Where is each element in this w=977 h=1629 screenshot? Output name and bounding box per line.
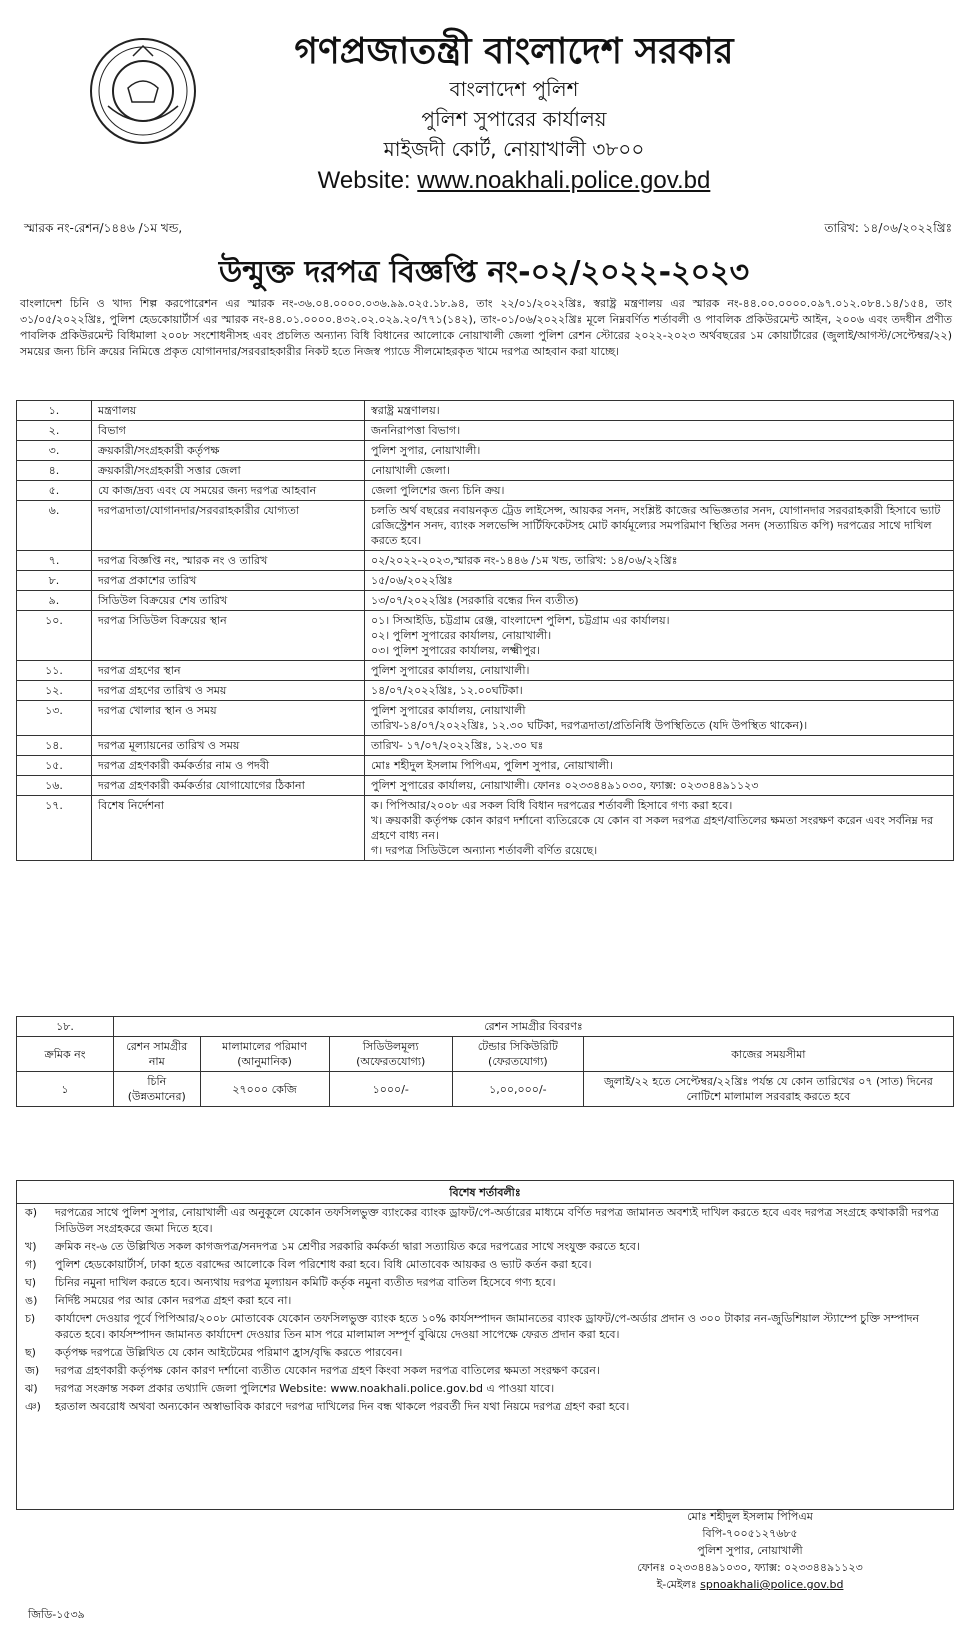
detail-label: দরপত্র সিডিউল বিক্রয়ের স্থান [92,611,365,661]
ration-header-row [17,1037,954,1072]
department-name: বাংলাদেশ পুলিশ [449,77,579,101]
condition-text: ক্রমিক নং-৬ তে উল্লিখিত সকল কাগজপত্র/সনদপত্র ১ম শ্রেণীর সরকারি কর্মকর্তা দ্বারা সত্যায়িত করে দরপত্রের সাথে সংযুক্ত করতে হবে। [55,1240,640,1253]
condition-text: হরতাল অবরোধ অথবা অন্যকোন অস্বাভাবিক কারণে দরপত্র দাখিলের দিন বন্ধ থাকলে পরবর্তী দিন যথা নিয়মে দরপত্র গ্রহণ করা হবে। [55,1400,630,1413]
condition-text: চিনির নমুনা দাখিল করতে হবে। অন্যথায় দরপত্র মূল্যায়ন কমিটি কর্তৃক নমুনা ব্যতীত দরপত্র বাতিল হিসেবে গণ্য হবে। [55,1276,556,1289]
signatory-phone: ফোনঃ ০২৩৩৪৪৯১০৩০, ফ্যাক্স: ০২৩৩৪৪৯১১২৩ [637,1561,863,1574]
condition-key: ঞ) [25,1400,41,1413]
detail-no: ১৫. [17,756,92,776]
email-label: ই-মেইলঃ [656,1578,697,1591]
detail-row [17,551,954,571]
ration-header-cell: টেন্ডার সিকিউরিটি (ফেরতযোগ্য) [452,1037,583,1072]
ration-cell: জুলাই/২২ হতে সেপ্টেম্বর/২২খ্রিঃ পর্যন্ত যে কোন তারিখের ০৭ (সাত) দিনের নোটিশে মালামাল সরবরাহ করতে হবে [583,1072,953,1107]
detail-no: ৫. [17,481,92,501]
government-name: গণপ্রজাতন্ত্রী বাংলাদেশ সরকার [294,31,734,72]
detail-value: স্বরাষ্ট্র মন্ত্রণালয়। [365,401,954,421]
detail-value: ১৪/০৭/২০২২খ্রিঃ, ১২.০০ঘটিকা। [365,681,954,701]
conditions-heading: বিশেষ শর্তাবলীঃ [17,1183,953,1204]
detail-no: ১. [17,401,92,421]
ration-caption: রেশন সামগ্রীর বিবরণঃ [114,1017,954,1037]
detail-label: যে কাজ/দ্রব্য এবং যে সময়ের জন্য দরপত্র আহবান [92,481,365,501]
detail-label: দরপত্র প্রকাশের তারিখ [92,571,365,591]
signature-block [600,1508,900,1593]
detail-label: দরপত্র গ্রহণকারী কর্মকর্তার নাম ও পদবী [92,756,365,776]
detail-label: মন্ত্রণালয় [92,401,365,421]
signatory-name: মোঃ শহীদুল ইসলাম পিপিএম [687,1510,813,1523]
condition-item [17,1238,953,1256]
email-link[interactable]: spnoakhali@police.gov.bd [700,1578,844,1591]
detail-value: জেলা পুলিশের জন্য চিনি ক্রয়। [365,481,954,501]
detail-label: সিডিউল বিক্রয়ের শেষ তারিখ [92,591,365,611]
tender-details-body [17,401,954,861]
ration-header-cell: ক্রমিক নং [17,1037,114,1072]
ration-cell: ১০০০/- [329,1072,452,1107]
detail-value: পুলিশ সুপারের কার্যালয়, নোয়াখালী। [365,661,954,681]
detail-label: বিশেষ নির্দেশনা [92,796,365,861]
detail-value: ০২/২০২২-২০২৩,স্মারক নং-১৪৪৬ /১ম খন্ড, তারিখ: ১৪/০৬/২২খ্রিঃ [365,551,954,571]
detail-row [17,591,954,611]
detail-no: ৯. [17,591,92,611]
condition-key: ঙ) [25,1294,38,1307]
detail-value: ০১। সিআইডি, চট্টগ্রাম রেঞ্জ, বাংলাদেশ পুলিশ, চট্টগ্রাম এর কার্যালয়। ০২। পুলিশ সুপারের কার্যালয়, নোয়াখালী। ০৩। পুলিশ সুপারের কার্যালয়, লক্ষ্মীপুর। [365,611,954,661]
detail-row [17,701,954,736]
detail-value: পুলিশ সুপারের কার্যালয়, নোয়াখালী। ফোনঃ ০২৩৩৪৪৯১০৩০, ফ্যাক্স: ০২৩৩৪৪৯১১২৩ [365,776,954,796]
detail-row [17,461,954,481]
condition-item [17,1362,953,1380]
detail-row [17,421,954,441]
detail-value: ১৩/০৭/২০২২খ্রিঃ (সরকারি বন্ধের দিন ব্যতীত) [365,591,954,611]
website-link[interactable]: www.noakhali.police.gov.bd [417,167,711,194]
header [8,8,960,226]
ration-cell: চিনি (উন্নতমানের) [114,1072,201,1107]
condition-item [17,1344,953,1362]
condition-item [17,1256,953,1274]
detail-label: বিভাগ [92,421,365,441]
detail-value: পুলিশ সুপারের কার্যালয়, নোয়াখালী তারিখ-১৪/০৭/২০২২খ্রিঃ, ১২.৩০ ঘটিকা, দরপত্রদাতা/প্রতিনিধি উপস্থিতিতে (যদি উপস্থিত থাকেন)। [365,701,954,736]
intro-paragraph: বাংলাদেশ চিনি ও খাদ্য শিল্প করপোরেশন এর স্মারক নং-৩৬.০৪.০০০০.০৩৬.৯৯.০২৫.১৮.৯৪, তাং ২২/০১/২০২২খ্রিঃ, স্বরাষ্ট্র মন্ত্রণালয় এর স্মারক নং-৪৪.০০.০০০০.০৯৭.০১২.০৮৪.১৪/১৫৪, তাং ৩১/০৫/২০২২খ্রিঃ, পুলিশ হেডকোয়ার্টার্স এর স্মারক নং-৪৪.০১.০০০০.৪৩২.০২.০২৯.২০/৭৭১(১৪২), তাং-০১/০৬/২০২২খ্রিঃ মূলে নিম্নবর্ণিত শর্তাবলী ও পাবলিক প্রকিউরমেন্ট আইন, ২০০৬ এবং তদধীন প্রণীত পাবলিক প্রকিউরমেন্ট বিধিমালা ২০০৮ সংশোধনীসহ এবং প্রচলিত অন্যান্য বিধি বিধানের আলোকে নোয়াখালী জেলা পুলিশ রেশন স্টোরের ২০২২-২০২৩ অর্থবছরের ১ম কোয়ার্টারের (জুলাই/আগস্ট/সেপ্টেম্বর/২২) সময়ের জন্য চিনি ক্রয়ের নিমিত্তে প্রকৃত যোগানদার/সরবরাহকারীর নিকট হতে নিজস্ব প্যাডে সীলমোহরকৃত খামে দরপত্র আহবান করা যাচ্ছে। [20,297,952,358]
detail-no: ৪. [17,461,92,481]
detail-row [17,776,954,796]
ration-header-cell: রেশন সামগ্রীর নাম [114,1037,201,1072]
ration-header-cell: সিডিউলমূল্য (অফেরতযোগ্য) [329,1037,452,1072]
detail-no: ১৪. [17,736,92,756]
condition-text: কর্তৃপক্ষ দরপত্রে উল্লিখিত যে কোন আইটেমের পরিমাণ হ্রাস/বৃদ্ধি করতে পারবেন। [55,1346,403,1359]
detail-label: দরপত্র বিজ্ঞপ্তি নং, স্মারক নং ও তারিখ [92,551,365,571]
detail-row [17,736,954,756]
detail-no: ২. [17,421,92,441]
detail-label: দরপত্র খোলার স্থান ও সময় [92,701,365,736]
detail-row [17,756,954,776]
conditions-list [17,1204,953,1416]
ration-caption-row [17,1017,954,1037]
detail-value: চলতি অর্থ বছরের নবায়নকৃত ট্রেড লাইসেন্স, আয়কর সনদ, সংশ্লিষ্ট কাজের অভিজ্ঞতার সনদ, যোগানদার সরবরাহকারী হিসাবে ভ্যাট রেজিস্ট্রেশন সনদ, ব্যাংক সলভেন্সি সার্টিফিকেটসহ মোট কার্যমূল্যের সমপরিমাণ স্থিতির সনদ (সত্যায়িত কপি) দরপত্রের সাথে দাখিল করতে হবে। [365,501,954,551]
condition-text: দরপত্রের সাথে পুলিশ সুপার, নোয়াখালী এর অনুকূলে যেকোন তফসিলভুক্ত ব্যাংকের ব্যাংক ড্রাফট/পে-অর্ডারের মাধ্যমে বর্ণিত দরপত্র জামানত অবশ্যই দাখিল করতে হবে এবং দরপত্র সংগ্রহে কথাকারী দরপত্র সিডিউল সংগ্রহকরে জমা দিতে হবে। [55,1206,939,1235]
condition-item [17,1274,953,1292]
detail-value: মোঃ শহীদুল ইসলাম পিপিএম, পুলিশ সুপার, নোয়াখালী। [365,756,954,776]
signatory-email-line [600,1576,900,1593]
detail-label: ক্রয়কারী/সংগ্রহকারী সত্তার জেলা [92,461,365,481]
detail-row [17,481,954,501]
condition-item [17,1380,953,1398]
detail-row [17,401,954,421]
footer-code: জিডি-১৫৩৯ [28,1608,85,1621]
ration-cell: ২৭০০০ কেজি [200,1072,329,1107]
detail-row [17,571,954,591]
detail-row [17,796,954,861]
office-address: মাইজদী কোর্ট, নোয়াখালী ৩৮০০ [383,137,645,161]
detail-row [17,611,954,661]
detail-value: ১৫/০৬/২০২২খ্রিঃ [365,571,954,591]
detail-value: জননিরাপত্তা বিভাগ। [365,421,954,441]
detail-label: দরপত্রদাতা/যোগানদার/সরবরাহকারীর যোগ্যতা [92,501,365,551]
detail-value: পুলিশ সুপার, নোয়াখালী। [365,441,954,461]
tender-notice-page [8,8,960,1620]
condition-text: দরপত্র গ্রহণকারী কর্তৃপক্ষ কোন কারণ দর্শানো ব্যতীত যেকোন দরপত্র গ্রহণ কিংবা সকল দরপত্র বাতিলের ক্ষমতা সংরক্ষণ করেন। [55,1364,600,1377]
condition-item [17,1292,953,1310]
condition-item [17,1398,953,1416]
detail-row [17,501,954,551]
condition-text: পুলিশ হেডকোয়ার্টার্স, ঢাকা হতে বরাদ্দের আলোকে বিল পরিশোধ করা হবে। বিধি মোতাবেক আয়কর ও ভ্যাট কর্তন করা হবে। [55,1258,592,1271]
memo-ref: স্মারক নং-রেশন/১৪৪৬ /১ম খন্ড, [24,221,183,235]
detail-row [17,661,954,681]
detail-no: ৬. [17,501,92,551]
condition-key: খ) [25,1240,37,1253]
condition-key: ঘ) [25,1276,37,1289]
detail-row [17,681,954,701]
detail-label: দরপত্র গ্রহণকারী কর্মকর্তার যোগাযোগের ঠিকানা [92,776,365,796]
header-text [8,30,960,198]
condition-text: কার্যাদেশ দেওয়ার পূর্বে পিপিআর/২০০৮ মোতাবেক যেকোন তফসিলভুক্ত ব্যাংক হতে ১০% কার্যসম্পাদন জামানতের ব্যাংক ড্রাফট/পে-অর্ডার প্রদান ও ৩০০ টাকার নন-জুডিশিয়াল স্ট্যাম্পে চুক্তি সম্পাদন করতে হবে। কার্যসম্পাদন জামানত কার্যাদেশ দেওয়ার তিন মাস পরে মালামাল সম্পূর্ণ বুঝিয়ে দেওয়া সাপেক্ষে ফেরত প্রদান করা হবে। [55,1312,920,1341]
detail-no: ৭. [17,551,92,571]
detail-no: ৮. [17,571,92,591]
memo-line [24,220,960,240]
condition-text: দরপত্র সংক্রান্ত সকল প্রকার তথ্যাদি জেলা পুলিশের Website: www.noakhali.police.gov.bd এ পাওয়া যাবে। [55,1382,555,1395]
detail-no: ১০. [17,611,92,661]
condition-item [17,1310,953,1344]
ration-header-cell: মালামালের পরিমাণ (আনুমানিক) [200,1037,329,1072]
memo-date: তারিখ: ১৪/০৬/২০২২খ্রিঃ [824,221,952,235]
condition-key: গ) [25,1258,37,1271]
detail-label: দরপত্র গ্রহণের তারিখ ও সময় [92,681,365,701]
detail-no: ১১. [17,661,92,681]
office-name: পুলিশ সুপারের কার্যালয় [421,107,607,131]
detail-label: দরপত্র গ্রহণের স্থান [92,661,365,681]
ration-cell: ১ [17,1072,114,1107]
detail-no: ১৭. [17,796,92,861]
special-conditions [16,1180,954,1510]
ration-table [16,1016,954,1107]
detail-no: ১২. [17,681,92,701]
condition-key: ছ) [25,1346,36,1359]
signatory-title: পুলিশ সুপার, নোয়াখালী [697,1544,803,1557]
ration-cell: ১,০০,০০০/- [452,1072,583,1107]
ration-no: ১৮. [17,1017,114,1037]
detail-no: ১৬. [17,776,92,796]
notice-title: উন্মুক্ত দরপত্র বিজ্ঞপ্তি নং-০২/২০২২-২০২৩ [218,255,750,290]
condition-key: চ) [25,1312,36,1325]
detail-value: নোয়াখালী জেলা। [365,461,954,481]
tender-details-table [16,400,954,861]
condition-text: নির্দিষ্ট সময়ের পর আর কোন দরপত্র গ্রহণ করা হবে না। [55,1294,292,1307]
detail-label: ক্রয়কারী/সংগ্রহকারী কর্তৃপক্ষ [92,441,365,461]
detail-value: ক। পিপিআর/২০০৮ এর সকল বিধি বিধান দরপত্রের শর্তাবলী হিসাবে গণ্য করা হবে। খ। ক্রয়কারী কর্তৃপক্ষ কোন কারণ দর্শানো ব্যতিরেকে যে কোন বা সকল দরপত্র গ্রহণ/বাতিলের ক্ষমতা সংরক্ষণ করেন এবং সর্বনিম্ন দর গ্রহণে বাধ্য নন। গ। দরপত্র সিডিউলে অন্যান্য শর্তাবলী বর্ণিত রয়েছে। [365,796,954,861]
detail-value: তারিখ- ১৭/০৭/২০২২খ্রিঃ, ১২.৩০ ঘঃ [365,736,954,756]
detail-no: ৩. [17,441,92,461]
condition-item [17,1204,953,1238]
ration-header-cell: কাজের সময়সীমা [583,1037,953,1072]
website-line [68,164,960,198]
condition-key: ঝ) [25,1382,38,1395]
condition-key: জ) [25,1364,40,1377]
ration-data-row [17,1072,954,1107]
detail-row [17,441,954,461]
website-label: Website: [317,167,411,194]
detail-label: দরপত্র মূল্যায়নের তারিখ ও সময় [92,736,365,756]
signatory-bp: বিপি-৭০০৫১২৭৬৮৫ [702,1527,798,1540]
detail-no: ১৩. [17,701,92,736]
condition-key: ক) [25,1206,37,1219]
